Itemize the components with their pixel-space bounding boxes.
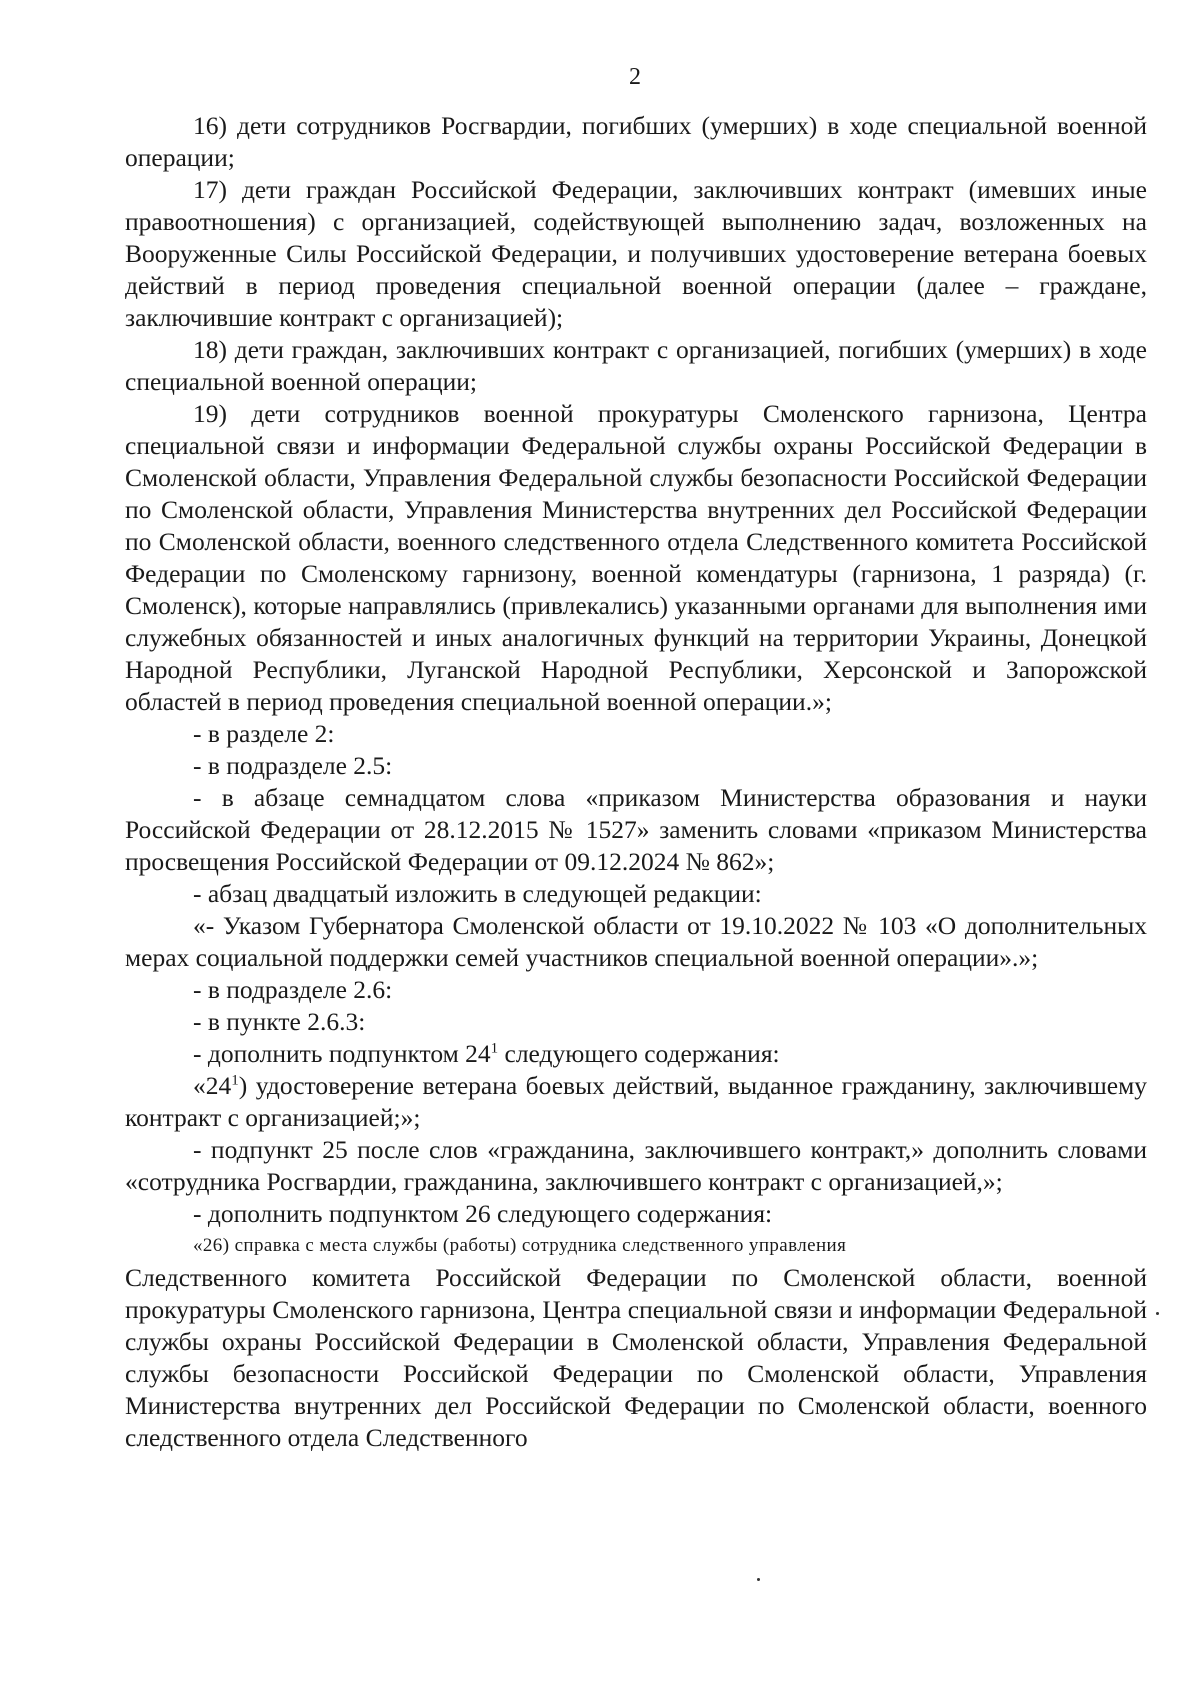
scan-speck (1156, 1312, 1159, 1315)
paragraph-subsection-2-5: - в подразделе 2.5: (193, 751, 393, 780)
text-fragment: - дополнить подпунктом 24 (193, 1039, 491, 1068)
paragraph-section-2: - в разделе 2: (193, 719, 335, 748)
paragraph-amendment-17th: - в абзаце семнадцатом слова «приказом Министерства образования и науки Российской Федерации от 28.12.2015 № 1527» заменить словами «приказом Министерства просвещения Российской Федерации от 09.12.2024 № 862»; (125, 783, 1147, 876)
paragraph-item-19: 19) дети сотрудников военной прокуратуры Смоленского гарнизона, Центра специальной связи и информации Федеральной службы охраны Российской Федерации в Смоленской области, Управления Федеральной службы безопасности Российской Федерации по Смоленской области, Управления Министерства внутренних дел Российской Федерации по Смоленской области, военного следственного отдела Следственного комитета Российской Федерации по Смоленскому гарнизону, военной комендатуры (гарнизона, 1 разряда) (г. Смоленск), которые направлялись (привлекались) указанными органами для выполнения ими служебных обязанностей и иных аналогичных функций на территории Украины, Донецкой Народной Республики, Луганской Народной Республики, Херсонской и Запорожской областей в период проведения специальной военной операции.»; (125, 399, 1147, 716)
paragraph-item-26-start: «26) справка с места службы (работы) сотрудника следственного управления (193, 1235, 847, 1256)
paragraph-point-2-6-3: - в пункте 2.6.3: (193, 1007, 366, 1036)
superscript: 1 (231, 1072, 239, 1089)
scan-speck (757, 1578, 760, 1581)
document-body (125, 110, 1147, 1454)
superscript: 1 (490, 1040, 499, 1057)
paragraph-subsection-2-6: - в подразделе 2.6: (193, 975, 393, 1004)
text-fragment: «24 (193, 1071, 232, 1100)
paragraph-item-24-1 (125, 1070, 1147, 1134)
paragraph-add-26: - дополнить подпунктом 26 следующего содержания: (193, 1199, 773, 1228)
paragraph-item-16: 16) дети сотрудников Росгвардии, погибших (умерших) в ходе специальной военной операции; (125, 111, 1147, 172)
text-fragment: следующего содержания: (498, 1039, 780, 1068)
paragraph-add-24-1 (125, 1038, 1147, 1070)
paragraph-item-25: - подпункт 25 после слов «гражданина, заключившего контракт,» дополнить словами «сотрудника Росгвардии, гражданина, заключившего контракт с организацией,»; (125, 1135, 1147, 1196)
text-fragment: ) удостоверение ветерана боевых действий, выданное гражданину, заключившему контракт с организацией;»; (125, 1071, 1147, 1132)
paragraph-item-26-continued: Следственного комитета Российской Федерации по Смоленской области, военной прокуратуры Смоленского гарнизона, Центра специальной связи и информации Федеральной службы охраны Российской Федерации в Смоленской области, Управления Федеральной службы безопасности Российской Федерации по Смоленской области, Управления Министерства внутренних дел Российской Федерации по Смоленской области, военного следственного отдела Следственного (125, 1263, 1147, 1452)
paragraph-item-18: 18) дети граждан, заключивших контракт с организацией, погибших (умерших) в ходе специальной военной операции; (125, 335, 1147, 396)
paragraph-amendment-20th: - абзац двадцатый изложить в следующей редакции: (193, 879, 762, 908)
page-number: 2 (629, 64, 641, 90)
paragraph-decree-quote: «- Указом Губернатора Смоленской области от 19.10.2022 № 103 «О дополнительных мерах социальной поддержки семей участников специальной военной операции».»; (125, 911, 1147, 972)
paragraph-item-17: 17) дети граждан Российской Федерации, заключивших контракт (имевших иные правоотношения) с организацией, содействующей выполнению задач, возложенных на Вооруженные Силы Российской Федерации, и получивших удостоверение ветерана боевых действий в период проведения специальной военной операции (далее – граждане, заключившие контракт с организацией); (125, 175, 1147, 332)
